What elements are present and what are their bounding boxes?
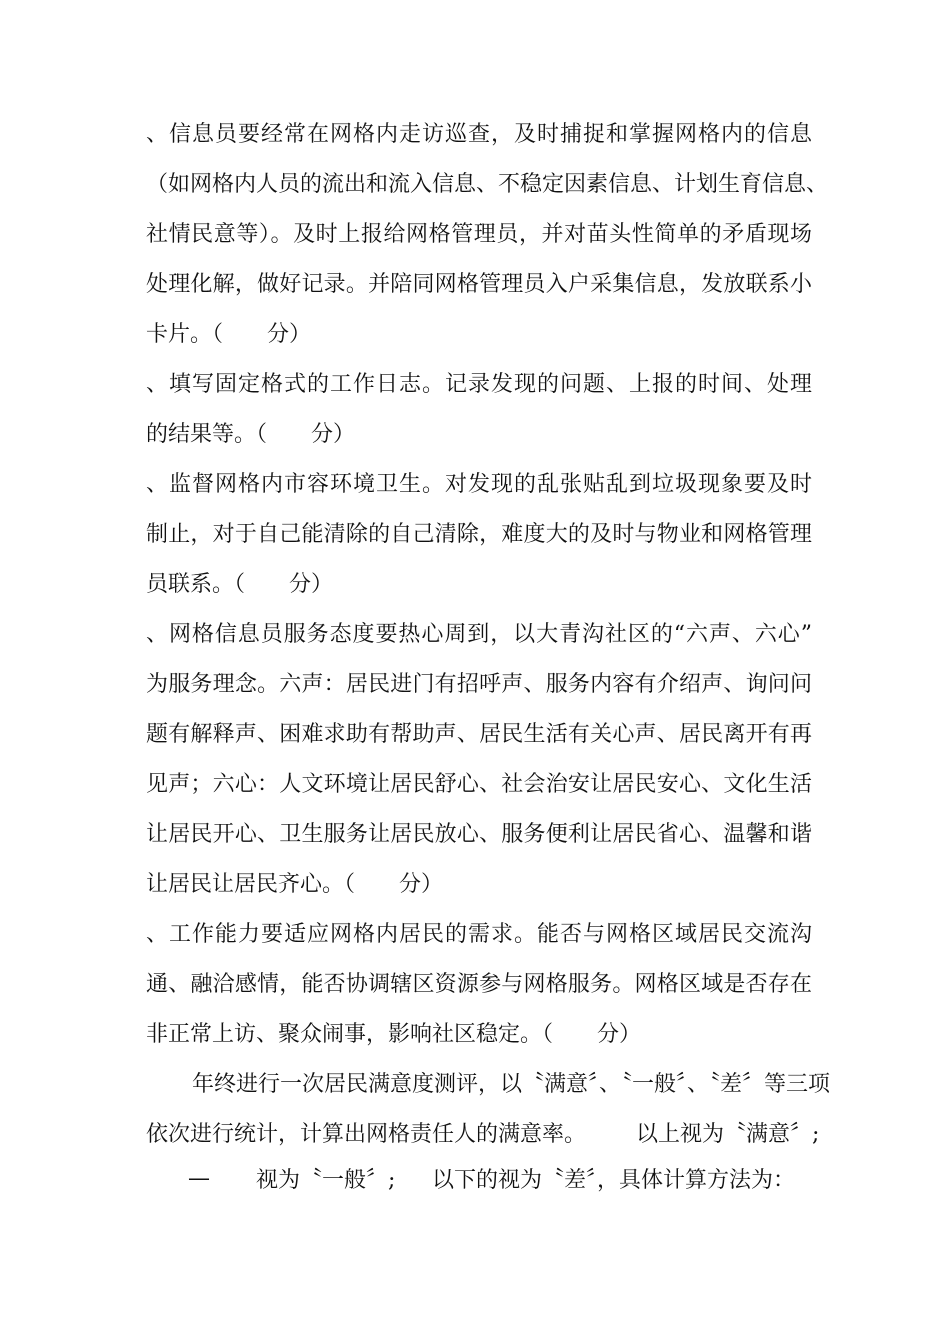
calculation-intro-text: 以下的视为〝差〞，具体计算方法为： — [432, 1168, 796, 1193]
paragraph-line: （如网格内人员的流出和流入信息、不稳定因素信息、计划生育信息、 — [146, 172, 829, 197]
paragraph-line: 、信息员要经常在网格内走访巡查，及时捕捉和掌握网格内的信息 — [146, 122, 812, 147]
paragraph-line: 依次进行统计，计算出网格责任人的满意率。 — [146, 1122, 587, 1147]
satisfied-threshold-text: 以上视为〝满意〞; — [636, 1122, 820, 1147]
paragraph-line: 员联系。（ 分） — [146, 572, 334, 597]
paragraph-line: 的结果等。（ 分） — [146, 422, 356, 447]
paragraph-line: 见声；六心：人文环境让居民舒心、社会治安让居民安心、文化生活 — [146, 772, 812, 797]
paragraph-line: 、工作能力要适应网格内居民的需求。能否与网格区域居民交流沟 — [146, 922, 812, 947]
paragraph-line: 、填写固定格式的工作日志。记录发现的问题、上报的时间、处理 — [146, 372, 812, 397]
paragraph-line: 为服务理念。六声：居民进门有招呼声、服务内容有介绍声、询问问 — [146, 672, 812, 697]
paragraph-line: 让居民开心、卫生服务让居民放心、服务便利让居民省心、温馨和谐 — [146, 822, 812, 847]
paragraph-line: 题有解释声、困难求助有帮助声、居民生活有关心声、居民离开有再 — [146, 722, 812, 747]
paragraph-line: 年终进行一次居民满意度测评，以〝满意〞、〝一般〞、〝差〞等三项 — [192, 1072, 831, 1097]
paragraph-line: 非正常上访、聚众闹事，影响社区稳定。（ 分） — [146, 1022, 642, 1047]
paragraph-line: 处理化解，做好记录。并陪同网格管理员入户采集信息，发放联系小 — [146, 272, 812, 297]
paragraph-line: 通、融洽感情，能否协调辖区资源参与网格服务。网格区域是否存在 — [146, 972, 812, 997]
paragraph-line: 社情民意等）。及时上报给网格管理员，并对苗头性简单的矛盾现场 — [146, 222, 812, 247]
paragraph-line: 让居民让居民齐心。（ 分） — [146, 872, 444, 897]
paragraph-line: 制止，对于自己能清除的自己清除，难度大的及时与物业和网格管理 — [146, 522, 812, 547]
paragraph-line: 、网格信息员服务态度要热心周到，以大青沟社区的“六声、六心” — [146, 622, 812, 647]
paragraph-line: 卡片。（ 分） — [146, 322, 312, 347]
range-dash: — — [188, 1166, 210, 1191]
general-threshold-text: 视为〝一般〞; — [256, 1168, 396, 1193]
paragraph-line: 、监督网格内市容环境卫生。对发现的乱张贴乱到垃圾现象要及时 — [146, 472, 812, 497]
